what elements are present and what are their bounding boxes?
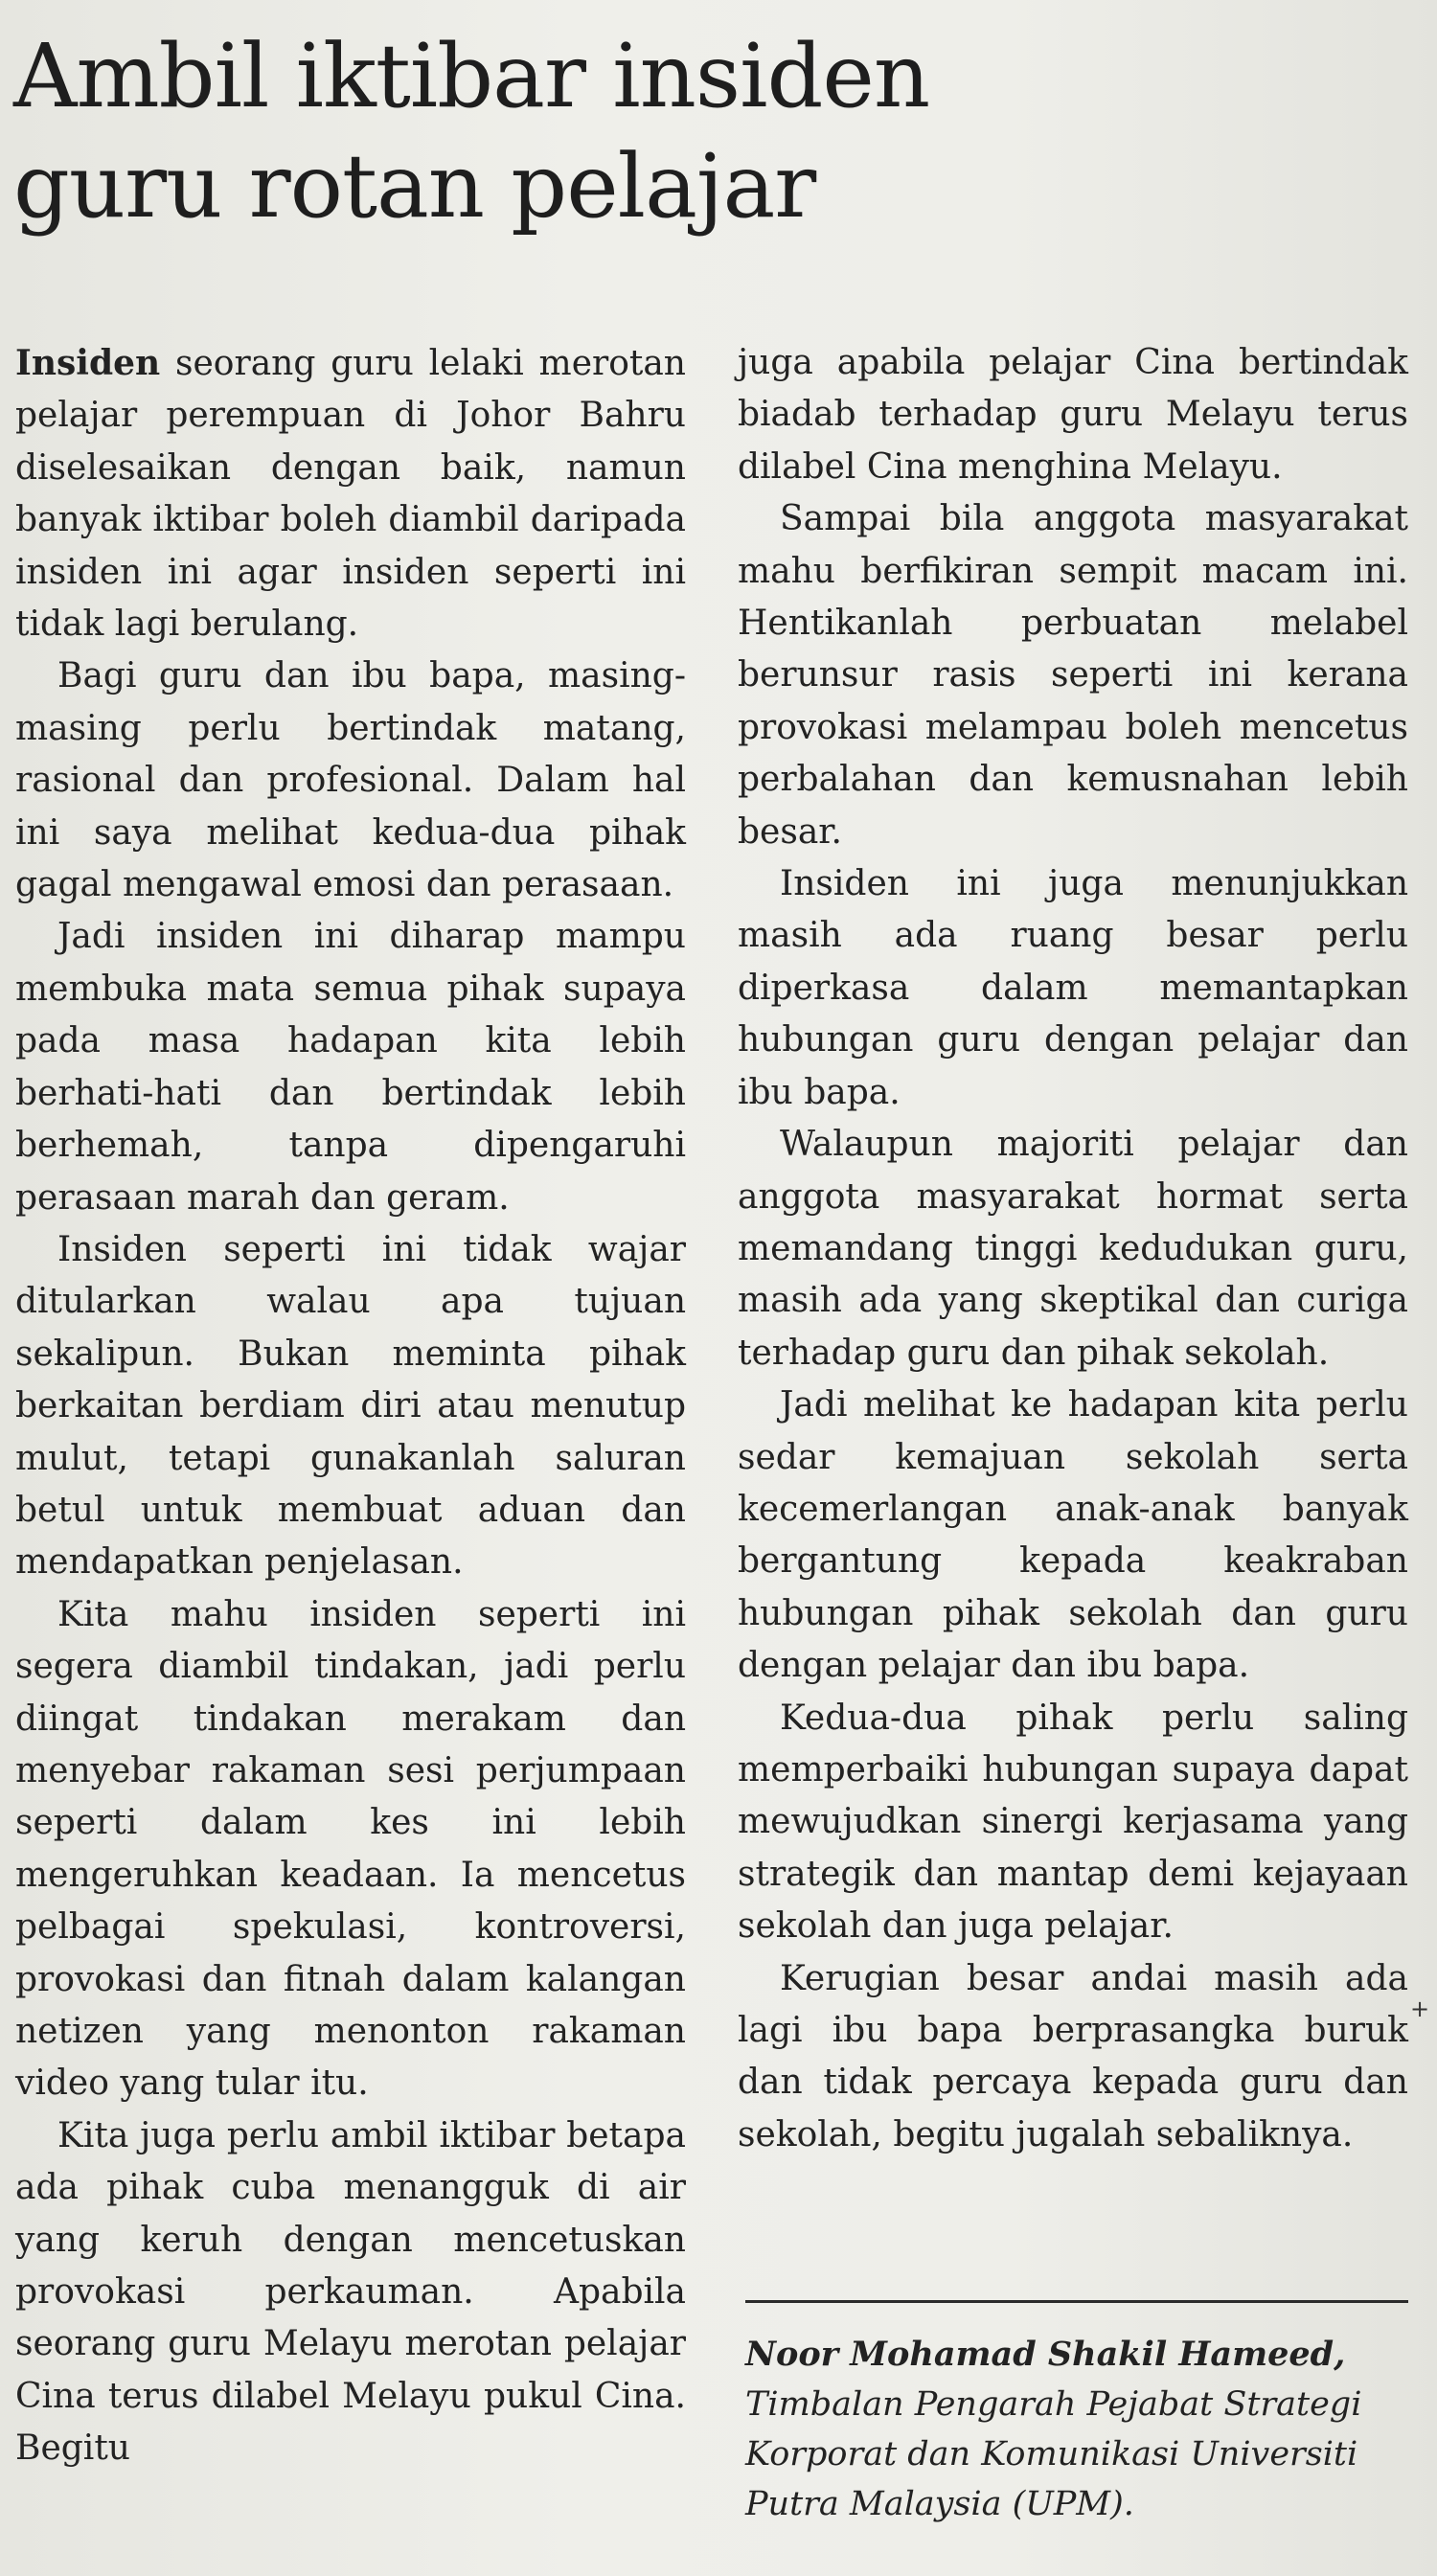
article-paragraph-3: Jadi insiden ini diharap mampu membuka mata semua pihak supaya pada masa hadapan kita lebih berhati-hati dan bertindak lebih berhemah, tanpa dipengaruhi perasaan marah dan geram. — [15, 917, 686, 1218]
byline-divider — [745, 2300, 1408, 2303]
article-paragraph-2: Bagi guru dan ibu bapa, masing-masing perlu bertindak matang, rasional dan profesional. Dalam hal ini saya melihat kedua-dua pihak gagal mengawal emosi dan perasaan. — [15, 656, 686, 905]
plus-mark: + — [1410, 1995, 1430, 2022]
article-headline: Ambil iktibar insiden guru rotan pelajar — [13, 25, 930, 238]
article-paragraph-11: Kedua-dua pihak perlu saling memperbaiki hubungan supaya dapat mewujudkan sinergi kerjasama yang strategik dan mantap demi kejayaan sekolah dan juga pelajar. — [738, 1698, 1408, 1947]
author-title: Timbalan Pengarah Pejabat Strategi Korporat dan Komunikasi Universiti Putra Malaysia (UPM). — [745, 2385, 1362, 2523]
byline — [745, 2330, 1416, 2529]
lead-word: Insiden — [15, 343, 161, 383]
article-paragraph-5: Kita mahu insiden seperti ini segera diambil tindakan, jadi perlu diingat tindakan merakam dan menyebar rakaman sesi perjumpaan seperti dalam kes ini lebih mengeruhkan keadaan. Ia mencetus pelbagai spekulasi, kontroversi, provokasi dan fitnah dalam kalangan netizen yang menonton rakaman video yang tular itu. — [15, 1594, 686, 2104]
article-paragraph-8: Insiden ini juga menunjukkan masih ada ruang besar perlu diperkasa dalam memantapkan hubungan guru dengan pelajar dan ibu bapa. — [738, 864, 1408, 1112]
author-name: Noor Mohamad Shakil Hameed, — [745, 2335, 1346, 2374]
article-paragraph-7: Sampai bila anggota masyarakat mahu berfikiran sempit macam ini. Hentikanlah perbuatan melabel berunsur rasis seperti ini kerana provokasi melampau boleh mencetus perbalahan dan kemusnahan lebih besar. — [738, 499, 1408, 852]
article-paragraph-12: Kerugian besar andai masih ada lagi ibu bapa berprasangka buruk dan tidak percaya kepada guru dan sekolah, begitu jugalah sebaliknya. — [738, 1958, 1408, 2154]
article-paragraph-1 — [15, 337, 686, 650]
article-paragraph-4: Insiden seperti ini tidak wajar ditularkan walau apa tujuan sekalipun. Bukan meminta pihak berkaitan berdiam diri atau menutup mulut, tetapi gunakanlah saluran betul untuk membuat aduan dan mendapatkan penjelasan. — [15, 1229, 686, 1583]
article-paragraph-9: Walaupun majoriti pelajar dan anggota masyarakat hormat serta memandang tinggi kedudukan guru, masih ada yang skeptikal dan curiga terhadap guru dan pihak sekolah. — [738, 1125, 1408, 1373]
article-column-right — [738, 337, 1408, 2161]
first-paragraph-text: seorang guru lelaki merotan pelajar perempuan di Johor Bahru diselesaikan dengan baik, namun banyak iktibar boleh diambil daripada insiden ini agar insiden seperti ini tidak lagi berulang. — [15, 344, 686, 645]
article-paragraph-10: Jadi melihat ke hadapan kita perlu sedar kemajuan sekolah serta kecemerlangan anak-anak banyak bergantung kepada keakraban hubungan pihak sekolah dan guru dengan pelajar dan ibu bapa. — [738, 1385, 1408, 1686]
article-paragraph-continuation: juga apabila pelajar Cina bertindak biadab terhadap guru Melayu terus dilabel Cina menghina Melayu. — [738, 343, 1408, 487]
article-column-left — [15, 337, 686, 2475]
article-paragraph-6: Kita juga perlu ambil iktibar betapa ada pihak cuba menangguk di air yang keruh dengan mencetuskan provokasi perkauman. Apabila seorang guru Melayu merotan pelajar Cina terus dilabel Melayu pukul Cina. Begitu — [15, 2115, 686, 2469]
